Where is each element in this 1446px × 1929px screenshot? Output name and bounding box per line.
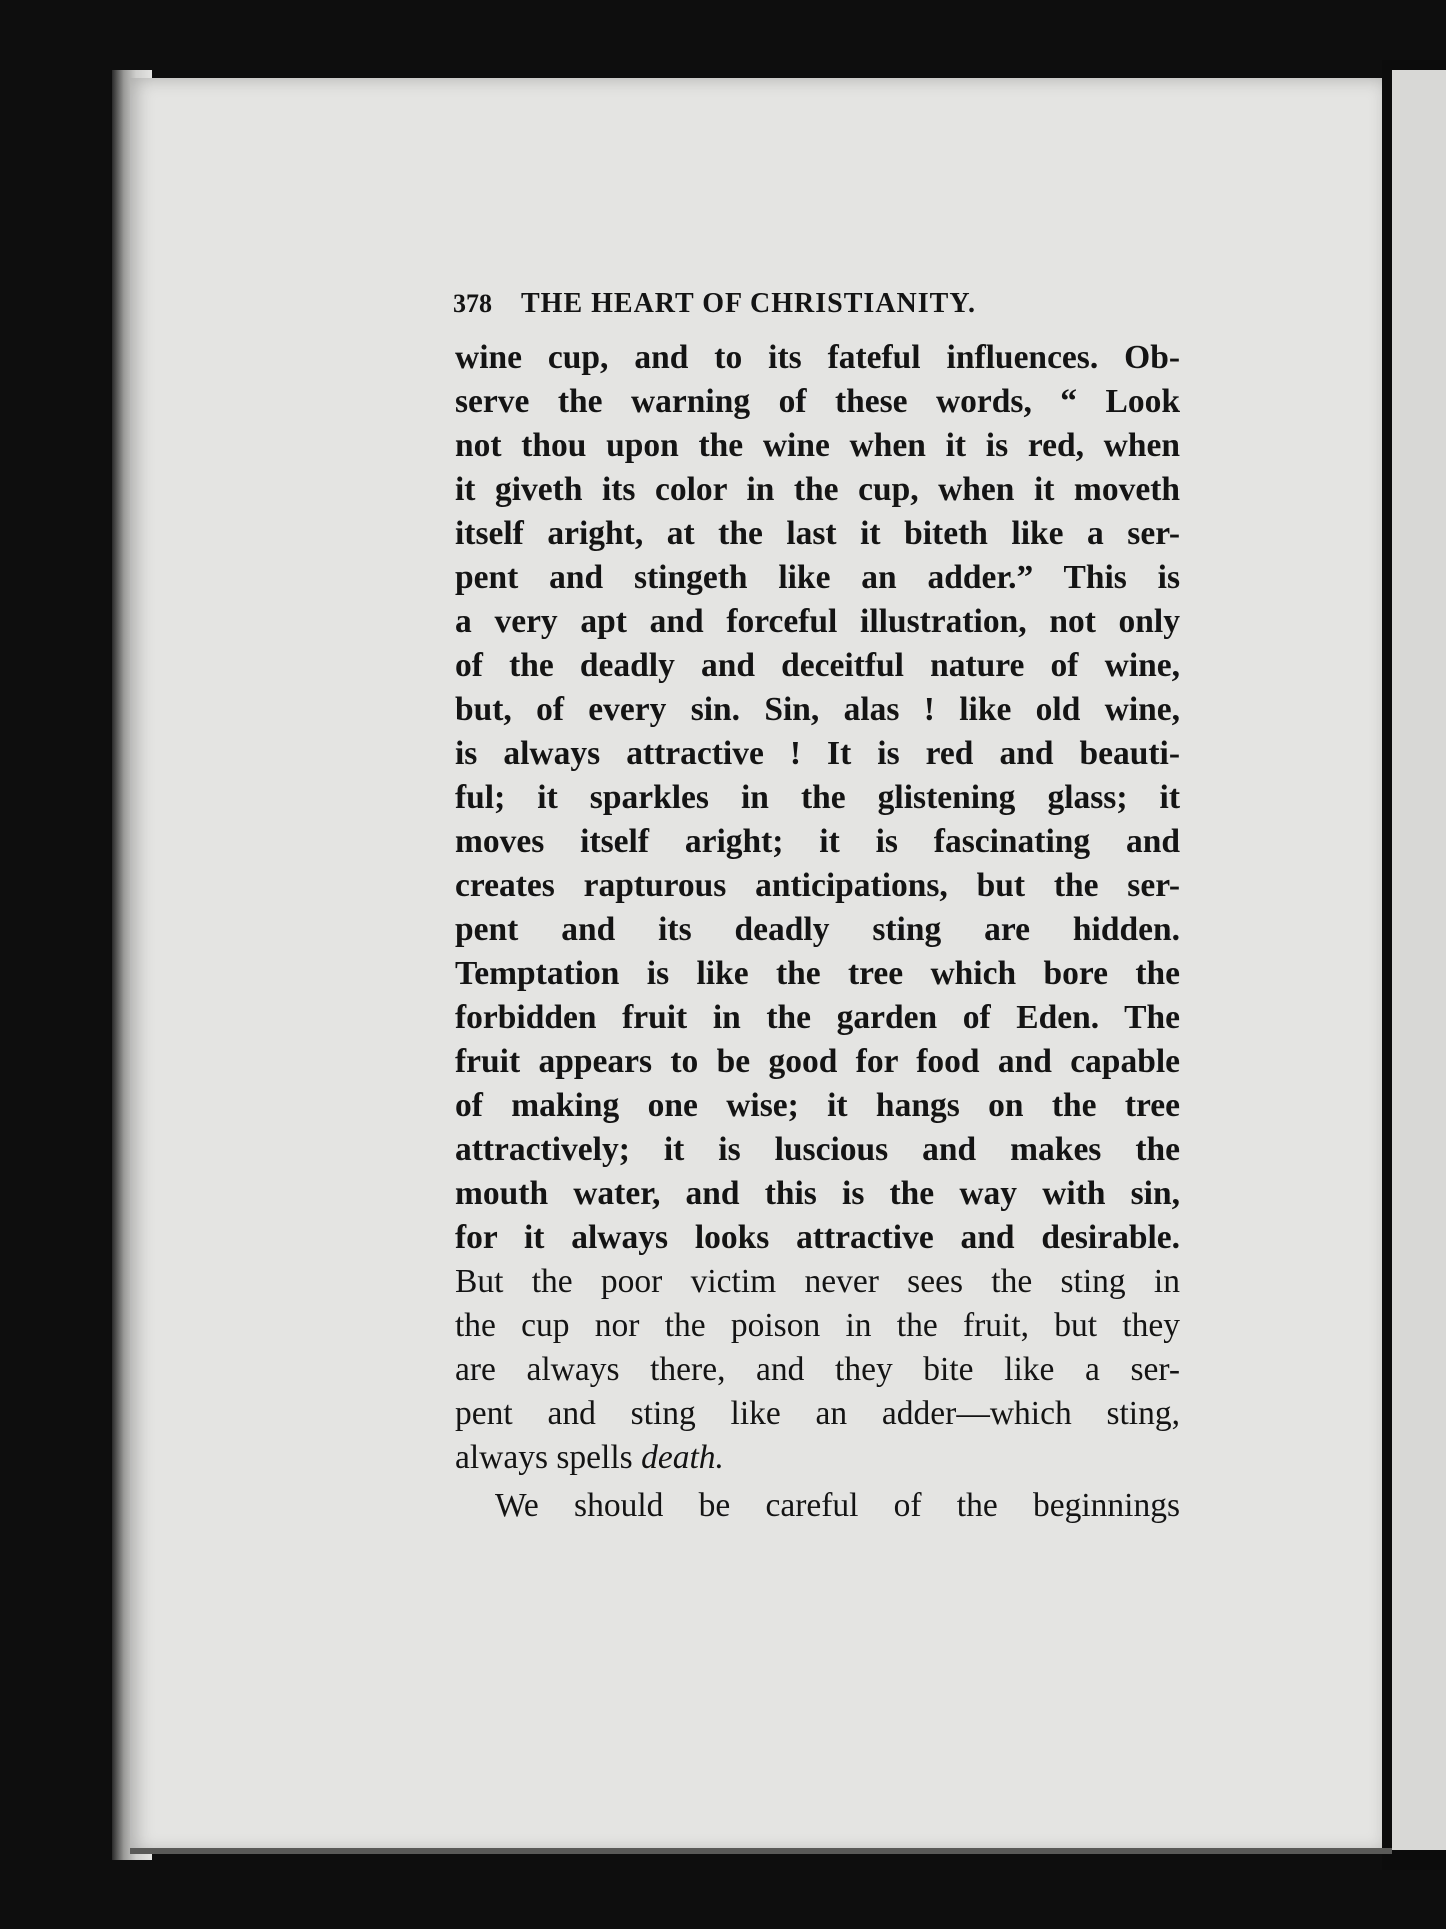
page-text-block [455,288,1180,1528]
text-line: a very apt and forceful illustration, not only [455,603,1180,640]
text-line: of the deadly and deceitful nature of wine, [455,647,1180,684]
text-line: the cup nor the poison in the fruit, but they [455,1307,1180,1344]
text-line: it giveth its color in the cup, when it moveth [455,471,1180,508]
text-line: is always attractive ! It is red and beauti- [455,735,1180,772]
page-bottom-edge [130,1848,1392,1854]
text-line: wine cup, and to its fateful influences. Ob- [455,339,1180,376]
text-line: itself aright, at the last it biteth like a ser- [455,515,1180,552]
next-paragraph [455,1484,1180,1528]
body-paragraph [455,336,1180,1480]
text-line: forbidden fruit in the garden of Eden. The [455,999,1180,1036]
text-line: creates rapturous anticipations, but the ser- [455,867,1180,904]
text-line: but, of every sin. Sin, alas ! like old wine, [455,691,1180,728]
final-line-text: always spells [455,1439,642,1476]
emphasized-word: death. [641,1439,724,1476]
facing-page-edge [1392,70,1446,1850]
text-line: moves itself aright; it is fascinating and [455,823,1180,860]
text-line: attractively; it is luscious and makes the [455,1131,1180,1168]
running-head [453,288,1180,336]
text-line: But the poor victim never sees the sting in [455,1263,1180,1300]
text-line: pent and stingeth like an adder.” This is [455,559,1180,596]
text-line: Temptation is like the tree which bore the [455,955,1180,992]
text-line: pent and its deadly sting are hidden. [455,911,1180,948]
text-line: serve the warning of these words, “ Look [455,383,1180,420]
text-line: not thou upon the wine when it is red, when [455,427,1180,464]
text-line: fruit appears to be good for food and capable [455,1043,1180,1080]
text-line: ful; it sparkles in the glistening glass; it [455,779,1180,816]
text-line: are always there, and they bite like a ser- [455,1351,1180,1388]
text-line: mouth water, and this is the way with sin, [455,1175,1180,1212]
running-title: THE HEART OF CHRISTIANITY. [521,288,976,319]
text-line: pent and sting like an adder—which sting, [455,1395,1180,1432]
text-line: for it always looks attractive and desirable. [455,1219,1180,1256]
text-line: of making one wise; it hangs on the tree [455,1087,1180,1124]
page-number: 378 [453,289,492,318]
text-line-final [455,1436,1180,1480]
next-paragraph-line: We should be careful of the beginnings [495,1487,1180,1524]
